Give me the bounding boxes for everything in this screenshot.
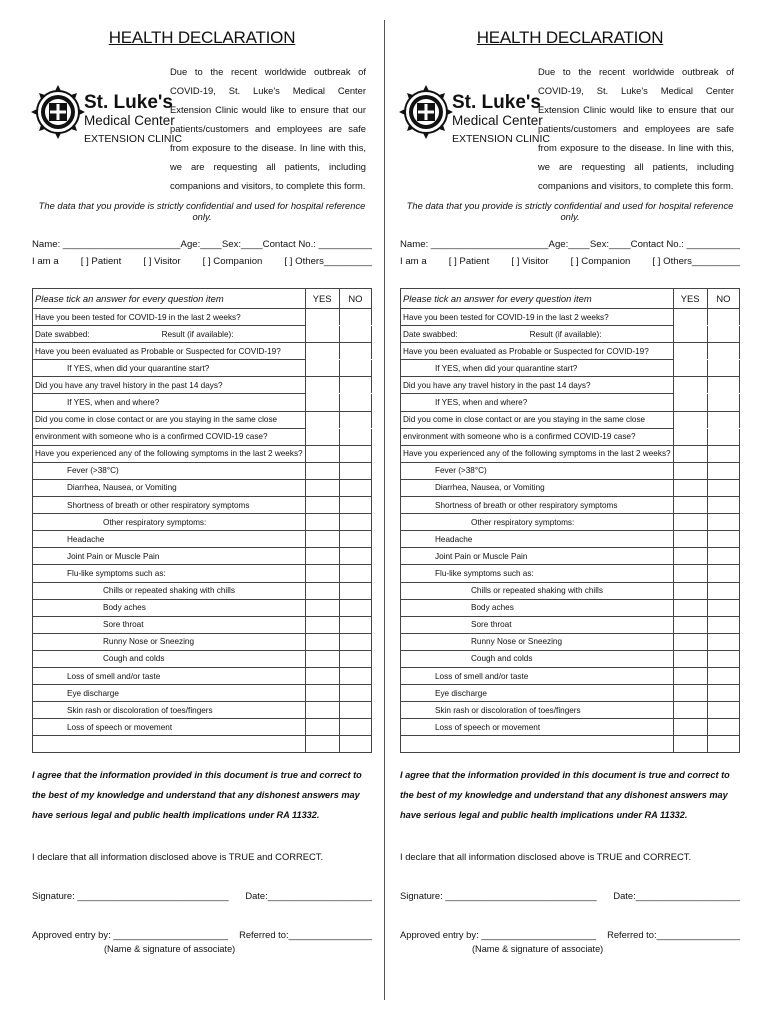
yes-answer-cell[interactable] [305,411,339,428]
intro-text: Due to the recent worldwide outbreak of COVID-19, St. Luke's Medical Center Extension Clinic would like to ensure that our patients/customers and employees are safe from exposure to the disease. In line with this, we are requesting all patients, including companions and visitors, to complete this form. [170,66,366,191]
companion-checkbox[interactable]: [ ] Companion [202,256,263,267]
question-text: Joint Pain or Muscle Pain [401,548,674,565]
yes-answer-cell[interactable] [305,377,339,394]
yes-answer-cell[interactable] [305,497,339,514]
no-answer-cell[interactable] [339,565,371,582]
yes-answer-cell[interactable] [305,462,339,479]
patient-checkbox[interactable]: [ ] Patient [448,256,490,267]
sex-field[interactable]: Sex:____ [589,239,631,250]
yes-answer-cell[interactable] [305,428,339,445]
no-answer-cell[interactable] [707,428,739,445]
no-answer-cell[interactable] [707,582,739,599]
no-answer-cell[interactable] [707,394,739,411]
svg-text:Medical Center: Medical Center [84,113,175,128]
form-title: HEALTH DECLARATION [476,28,664,47]
yes-answer-cell[interactable] [673,650,707,667]
yes-answer-cell[interactable] [673,377,707,394]
yes-answer-cell[interactable] [305,326,339,343]
no-answer-cell[interactable] [707,497,739,514]
question-text: Skin rash or discoloration of toes/fingers [33,702,306,719]
no-answer-cell[interactable] [339,309,371,326]
question-text: Date swabbed: Result (if available): [401,326,674,343]
page-divider [384,20,385,1000]
yes-answer-cell[interactable] [305,514,339,531]
visitor-checkbox[interactable]: [ ] Visitor [511,256,549,267]
no-answer-cell[interactable] [707,360,739,377]
no-answer-cell[interactable] [707,309,739,326]
table-row [401,719,740,736]
table-row [401,531,740,548]
svg-text:EXTENSION CLINIC: EXTENSION CLINIC [452,133,551,145]
no-answer-cell[interactable] [339,719,371,736]
question-text: Cough and colds [33,650,306,667]
yes-header: YES [305,289,339,309]
table-row [401,394,740,411]
yes-answer-cell[interactable] [305,650,339,667]
table-row [401,360,740,377]
question-text: If YES, when and where? [401,394,674,411]
table-header: Please tick an answer for every question item [33,289,306,309]
no-answer-cell[interactable] [707,736,739,753]
table-row [33,633,372,650]
yes-answer-cell[interactable] [673,343,707,360]
question-text: Sore throat [33,616,306,633]
agreement-statement: I agree that the information provided in this document is true and correct to the best of my knowledge and understand that any dishonest answers may have serious legal and public health implications under RA 11332. [32,770,362,821]
yes-answer-cell[interactable] [673,479,707,496]
question-text: Chills or repeated shaking with chills [401,582,674,599]
table-row [33,360,372,377]
no-answer-cell[interactable] [707,685,739,702]
no-answer-cell[interactable] [339,548,371,565]
question-text: Loss of speech or movement [401,719,674,736]
no-answer-cell[interactable] [339,428,371,445]
no-answer-cell[interactable] [707,599,739,616]
question-text: Other respiratory symptoms: [33,514,306,531]
yes-answer-cell[interactable] [305,548,339,565]
question-text: Eye discharge [401,685,674,702]
question-text: Skin rash or discoloration of toes/fingers [401,702,674,719]
no-header: NO [339,289,371,309]
question-text: Chills or repeated shaking with chills [33,582,306,599]
question-text: Have you been evaluated as Probable or Suspected for COVID-19? [33,343,306,360]
yes-answer-cell[interactable] [673,599,707,616]
table-header: Please tick an answer for every question item [401,289,674,309]
question-text: Did you have any travel history in the past 14 days? [33,377,306,394]
question-text: Joint Pain or Muscle Pain [33,548,306,565]
yes-answer-cell[interactable] [305,343,339,360]
table-row [401,685,740,702]
question-text: Flu-like symptoms such as: [33,565,306,582]
yes-answer-cell[interactable] [305,667,339,684]
table-row [401,497,740,514]
no-answer-cell[interactable] [707,445,739,462]
date-field[interactable]: Date:____________________ [245,890,372,902]
no-answer-cell[interactable] [707,514,739,531]
question-text: Shortness of breath or other respiratory symptoms [33,497,306,514]
yes-answer-cell[interactable] [673,360,707,377]
table-row [401,616,740,633]
no-answer-cell[interactable] [707,616,739,633]
i-am-label: I am a [32,256,59,267]
questionnaire-table [400,288,740,753]
question-text: Did you come in close contact or are you staying in the same close [33,411,306,428]
declaration-statement: I declare that all information disclosed above is TRUE and CORRECT. [400,851,692,863]
yes-answer-cell[interactable] [305,685,339,702]
no-header: NO [707,289,739,309]
question-text: Other respiratory symptoms: [401,514,674,531]
no-answer-cell[interactable] [339,736,371,753]
age-field[interactable]: Age:____ [548,239,590,250]
table-row [33,667,372,684]
yes-answer-cell[interactable] [673,531,707,548]
table-row [33,531,372,548]
yes-answer-cell[interactable] [305,599,339,616]
table-row [33,394,372,411]
yes-answer-cell[interactable] [673,462,707,479]
table-row [401,565,740,582]
no-answer-cell[interactable] [339,685,371,702]
question-text: If YES, when did your quarantine start? [401,360,674,377]
age-field[interactable]: Age:____ [180,239,222,250]
table-row [401,428,740,445]
question-text: Runny Nose or Sneezing [33,633,306,650]
table-row [33,719,372,736]
yes-answer-cell[interactable] [673,719,707,736]
no-answer-cell[interactable] [339,360,371,377]
contact-field[interactable]: Contact No.: __________ [262,239,372,250]
form-copy-left [32,28,372,954]
yes-answer-cell[interactable] [673,667,707,684]
yes-answer-cell[interactable] [673,685,707,702]
question-text: Did you come in close contact or are you staying in the same close [401,411,674,428]
svg-text:St. Luke's: St. Luke's [84,92,173,113]
no-answer-cell[interactable] [707,667,739,684]
table-row [33,462,372,479]
intro-text: Due to the recent worldwide outbreak of COVID-19, St. Luke's Medical Center Extension Clinic would like to ensure that our patients/customers and employees are safe from exposure to the disease. In line with this, we are requesting all patients, including companions and visitors, to complete this form. [538,66,734,191]
question-text: Have you been tested for COVID-19 in the last 2 weeks? [401,309,674,326]
question-text: Cough and colds [401,650,674,667]
yes-answer-cell[interactable] [673,497,707,514]
no-answer-cell[interactable] [707,633,739,650]
question-text: Headache [33,531,306,548]
table-row [33,377,372,394]
form-copy-right [400,28,740,954]
no-answer-cell[interactable] [339,616,371,633]
no-answer-cell[interactable] [339,633,371,650]
no-answer-cell[interactable] [339,531,371,548]
no-answer-cell[interactable] [707,343,739,360]
question-text: Have you experienced any of the following symptoms in the last 2 weeks? [401,445,674,462]
patient-checkbox[interactable]: [ ] Patient [80,256,122,267]
table-row [33,548,372,565]
table-row [401,445,740,462]
associate-signature-label: (Name & signature of associate) [104,944,236,955]
table-row [33,343,372,360]
yes-answer-cell[interactable] [305,616,339,633]
no-answer-cell[interactable] [339,377,371,394]
table-row [401,326,740,343]
svg-text:St. Luke's: St. Luke's [452,92,541,113]
yes-answer-cell[interactable] [305,360,339,377]
question-text: If YES, when did your quarantine start? [33,360,306,377]
no-answer-cell[interactable] [707,548,739,565]
table-row [33,326,372,343]
table-row [401,343,740,360]
no-answer-cell[interactable] [339,702,371,719]
yes-answer-cell[interactable] [673,411,707,428]
yes-header: YES [673,289,707,309]
yes-answer-cell[interactable] [305,719,339,736]
yes-answer-cell[interactable] [305,309,339,326]
question-text: Did you have any travel history in the past 14 days? [401,377,674,394]
table-row [401,650,740,667]
yes-answer-cell[interactable] [305,582,339,599]
yes-answer-cell[interactable] [673,428,707,445]
yes-answer-cell[interactable] [305,736,339,753]
table-row [401,479,740,496]
table-row [401,462,740,479]
agreement-statement: I agree that the information provided in this document is true and correct to the best of my knowledge and understand that any dishonest answers may have serious legal and public health implications under RA 11332. [400,770,730,821]
no-answer-cell[interactable] [339,479,371,496]
personal-info [400,236,740,270]
table-row [401,633,740,650]
no-answer-cell[interactable] [707,565,739,582]
question-text: Diarrhea, Nausea, or Vomiting [33,479,306,496]
table-row [33,599,372,616]
question-text: Loss of speech or movement [33,719,306,736]
yes-answer-cell[interactable] [673,616,707,633]
yes-answer-cell[interactable] [305,479,339,496]
no-answer-cell[interactable] [707,462,739,479]
table-row [33,736,372,753]
no-answer-cell[interactable] [707,411,739,428]
st-lukes-logo [36,72,183,158]
no-answer-cell[interactable] [339,343,371,360]
no-answer-cell[interactable] [707,702,739,719]
form-title: HEALTH DECLARATION [108,28,296,47]
question-text: Date swabbed: Result (if available): [33,326,306,343]
yes-answer-cell[interactable] [673,514,707,531]
table-row [33,497,372,514]
question-text: Have you been evaluated as Probable or Suspected for COVID-19? [401,343,674,360]
personal-info [32,236,372,270]
table-row [33,616,372,633]
question-text: Shortness of breath or other respiratory symptoms [401,497,674,514]
confidentiality-note: The data that you provide is strictly confidential and used for hospital reference only. [38,200,366,222]
yes-answer-cell[interactable] [305,702,339,719]
yes-answer-cell[interactable] [305,531,339,548]
referred-to-field[interactable]: Referred to:________________ [607,929,740,941]
companion-checkbox[interactable]: [ ] Companion [570,256,631,267]
svg-text:Medical Center: Medical Center [452,113,543,128]
yes-answer-cell[interactable] [305,394,339,411]
table-row [33,411,372,428]
question-text: Body aches [33,599,306,616]
table-row [401,377,740,394]
no-answer-cell[interactable] [339,462,371,479]
question-text: Headache [401,531,674,548]
referred-to-field[interactable]: Referred to:________________ [239,929,372,941]
table-row [33,582,372,599]
date-field[interactable]: Date:____________________ [613,890,740,902]
question-text: Fever (>38°C) [33,462,306,479]
sex-field[interactable]: Sex:____ [221,239,263,250]
table-row [33,685,372,702]
contact-field[interactable]: Contact No.: __________ [630,239,740,250]
yes-answer-cell[interactable] [673,736,707,753]
table-row [33,479,372,496]
no-answer-cell[interactable] [707,479,739,496]
no-answer-cell[interactable] [339,650,371,667]
question-text: Loss of smell and/or taste [33,667,306,684]
table-row [401,599,740,616]
no-answer-cell[interactable] [339,599,371,616]
table-row [33,428,372,445]
table-row [401,411,740,428]
confidentiality-note: The data that you provide is strictly confidential and used for hospital reference only. [406,200,734,222]
questionnaire-table [32,288,372,753]
table-row [33,702,372,719]
associate-signature-label: (Name & signature of associate) [472,944,604,955]
question-text: environment with someone who is a confirmed COVID-19 case? [33,428,306,445]
no-answer-cell[interactable] [339,514,371,531]
question-text: If YES, when and where? [33,394,306,411]
approved-entry-field[interactable]: Approved entry by: ______________________ [32,929,229,941]
table-row [401,582,740,599]
question-text: Sore throat [401,616,674,633]
yes-answer-cell[interactable] [673,326,707,343]
table-row [401,548,740,565]
question-text: Have you been tested for COVID-19 in the last 2 weeks? [33,309,306,326]
no-answer-cell[interactable] [339,411,371,428]
yes-answer-cell[interactable] [673,582,707,599]
no-answer-cell[interactable] [707,650,739,667]
question-text [33,736,306,753]
no-answer-cell[interactable] [339,394,371,411]
question-text: environment with someone who is a confirmed COVID-19 case? [401,428,674,445]
declaration-statement: I declare that all information disclosed above is TRUE and CORRECT. [32,851,324,863]
svg-text:EXTENSION CLINIC: EXTENSION CLINIC [84,133,183,145]
question-text [401,736,674,753]
no-answer-cell[interactable] [707,377,739,394]
name-field[interactable]: Name: ______________________ [32,239,181,250]
table-row [401,309,740,326]
yes-answer-cell[interactable] [673,702,707,719]
yes-answer-cell[interactable] [673,445,707,462]
table-row [33,514,372,531]
table-row [401,667,740,684]
yes-answer-cell[interactable] [305,445,339,462]
others-checkbox[interactable]: [ ] Others_________ [284,256,372,267]
question-text: Diarrhea, Nausea, or Vomiting [401,479,674,496]
question-text: Body aches [401,599,674,616]
yes-answer-cell[interactable] [673,565,707,582]
no-answer-cell[interactable] [339,326,371,343]
no-answer-cell[interactable] [339,582,371,599]
no-answer-cell[interactable] [707,531,739,548]
question-text: Flu-like symptoms such as: [401,565,674,582]
yes-answer-cell[interactable] [673,633,707,650]
table-row [401,514,740,531]
others-checkbox[interactable]: [ ] Others_________ [652,256,740,267]
yes-answer-cell[interactable] [305,633,339,650]
signature-field[interactable]: Signature: _____________________________ [32,890,229,902]
no-answer-cell[interactable] [339,497,371,514]
table-row [33,445,372,462]
table-row [33,565,372,582]
table-row [401,736,740,753]
table-row [33,650,372,667]
table-row [33,309,372,326]
yes-answer-cell[interactable] [673,548,707,565]
yes-answer-cell[interactable] [673,394,707,411]
yes-answer-cell[interactable] [305,565,339,582]
question-text: Fever (>38°C) [401,462,674,479]
table-row [401,702,740,719]
question-text: Eye discharge [33,685,306,702]
yes-answer-cell[interactable] [673,309,707,326]
signature-field[interactable]: Signature: _____________________________ [400,890,597,902]
approved-entry-field[interactable]: Approved entry by: ______________________ [400,929,597,941]
no-answer-cell[interactable] [339,445,371,462]
i-am-label: I am a [400,256,427,267]
question-text: Have you experienced any of the following symptoms in the last 2 weeks? [33,445,306,462]
no-answer-cell[interactable] [707,719,739,736]
st-lukes-logo [404,72,551,158]
question-text: Loss of smell and/or taste [401,667,674,684]
no-answer-cell[interactable] [339,667,371,684]
name-field[interactable]: Name: ______________________ [400,239,549,250]
visitor-checkbox[interactable]: [ ] Visitor [143,256,181,267]
no-answer-cell[interactable] [707,326,739,343]
question-text: Runny Nose or Sneezing [401,633,674,650]
